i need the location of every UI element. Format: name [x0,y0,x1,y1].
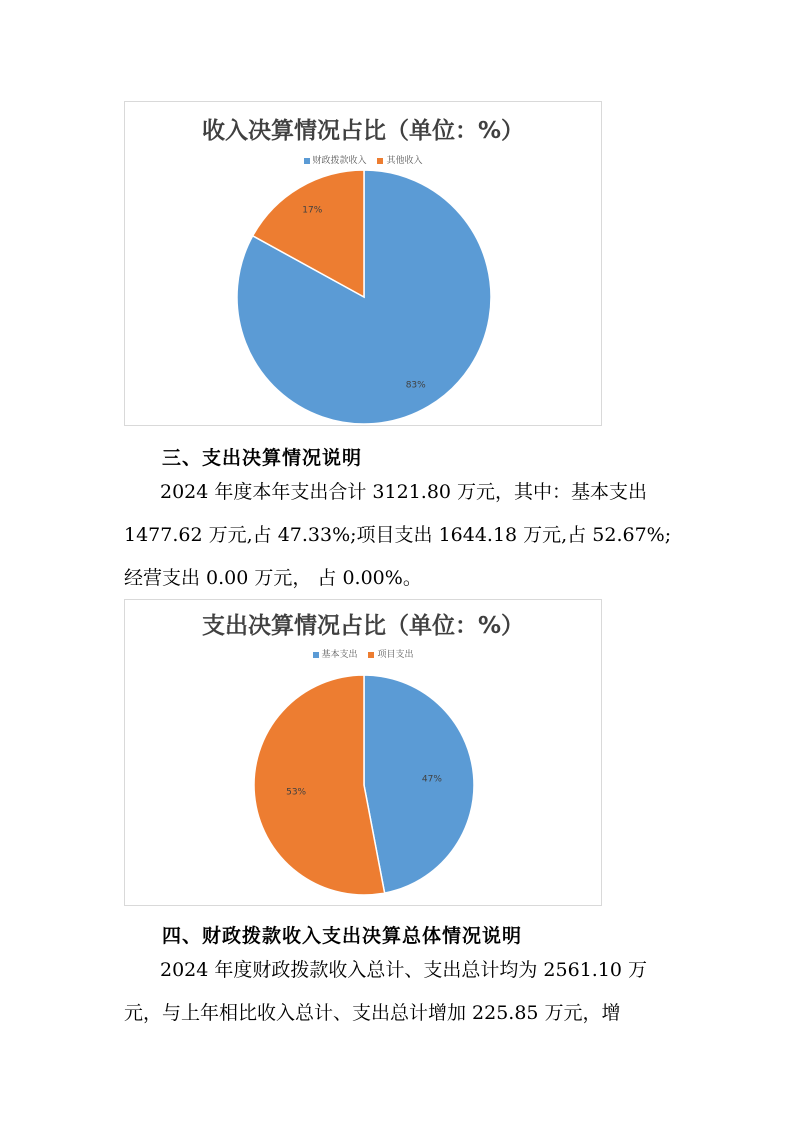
section3-line-2: 1477.62 万元,占 47.33%;项目支出 1644.18 万元,占 52.67%; [124,524,672,546]
expenditure-chart-title: 支出决算情况占比（单位：%） [201,613,525,639]
income-chart [124,101,602,426]
section3-line-3: 经营支出 0.00 万元， 占 0.00%。 [124,567,422,589]
income-pie [125,102,601,425]
section4-paragraph [124,949,684,1035]
section4-line-1: 2024 年度财政拨款收入总计、支出总计均为 2561.10 万 [160,959,648,981]
section4-heading: 四、财政拨款收入支出决算总体情况说明 [162,925,523,947]
legend-label-1: 项目支出 [377,650,414,660]
legend-label-0: 基本支出 [321,650,358,660]
pie-label-0: 47% [421,774,442,785]
legend-label-1: 其他收入 [386,156,423,166]
section3-line-1: 2024 年度本年支出合计 3121.80 万元，其中：基本支出 [160,481,648,503]
pie-label-1: 17% [302,205,323,216]
pie-slice-0 [364,675,474,893]
income-chart-title: 收入决算情况占比（单位：%） [201,118,525,144]
section3-paragraph [124,471,684,600]
expenditure-pie [125,600,601,905]
section4-line-2: 元，与上年相比收入总计、支出总计增加 225.85 万元，增 [124,1002,621,1024]
legend-label-0: 财政拨款收入 [312,156,367,166]
expenditure-chart [124,599,602,906]
section3-heading: 三、支出决算情况说明 [162,447,363,469]
pie-label-0: 83% [405,380,426,391]
pie-label-1: 53% [286,787,307,798]
